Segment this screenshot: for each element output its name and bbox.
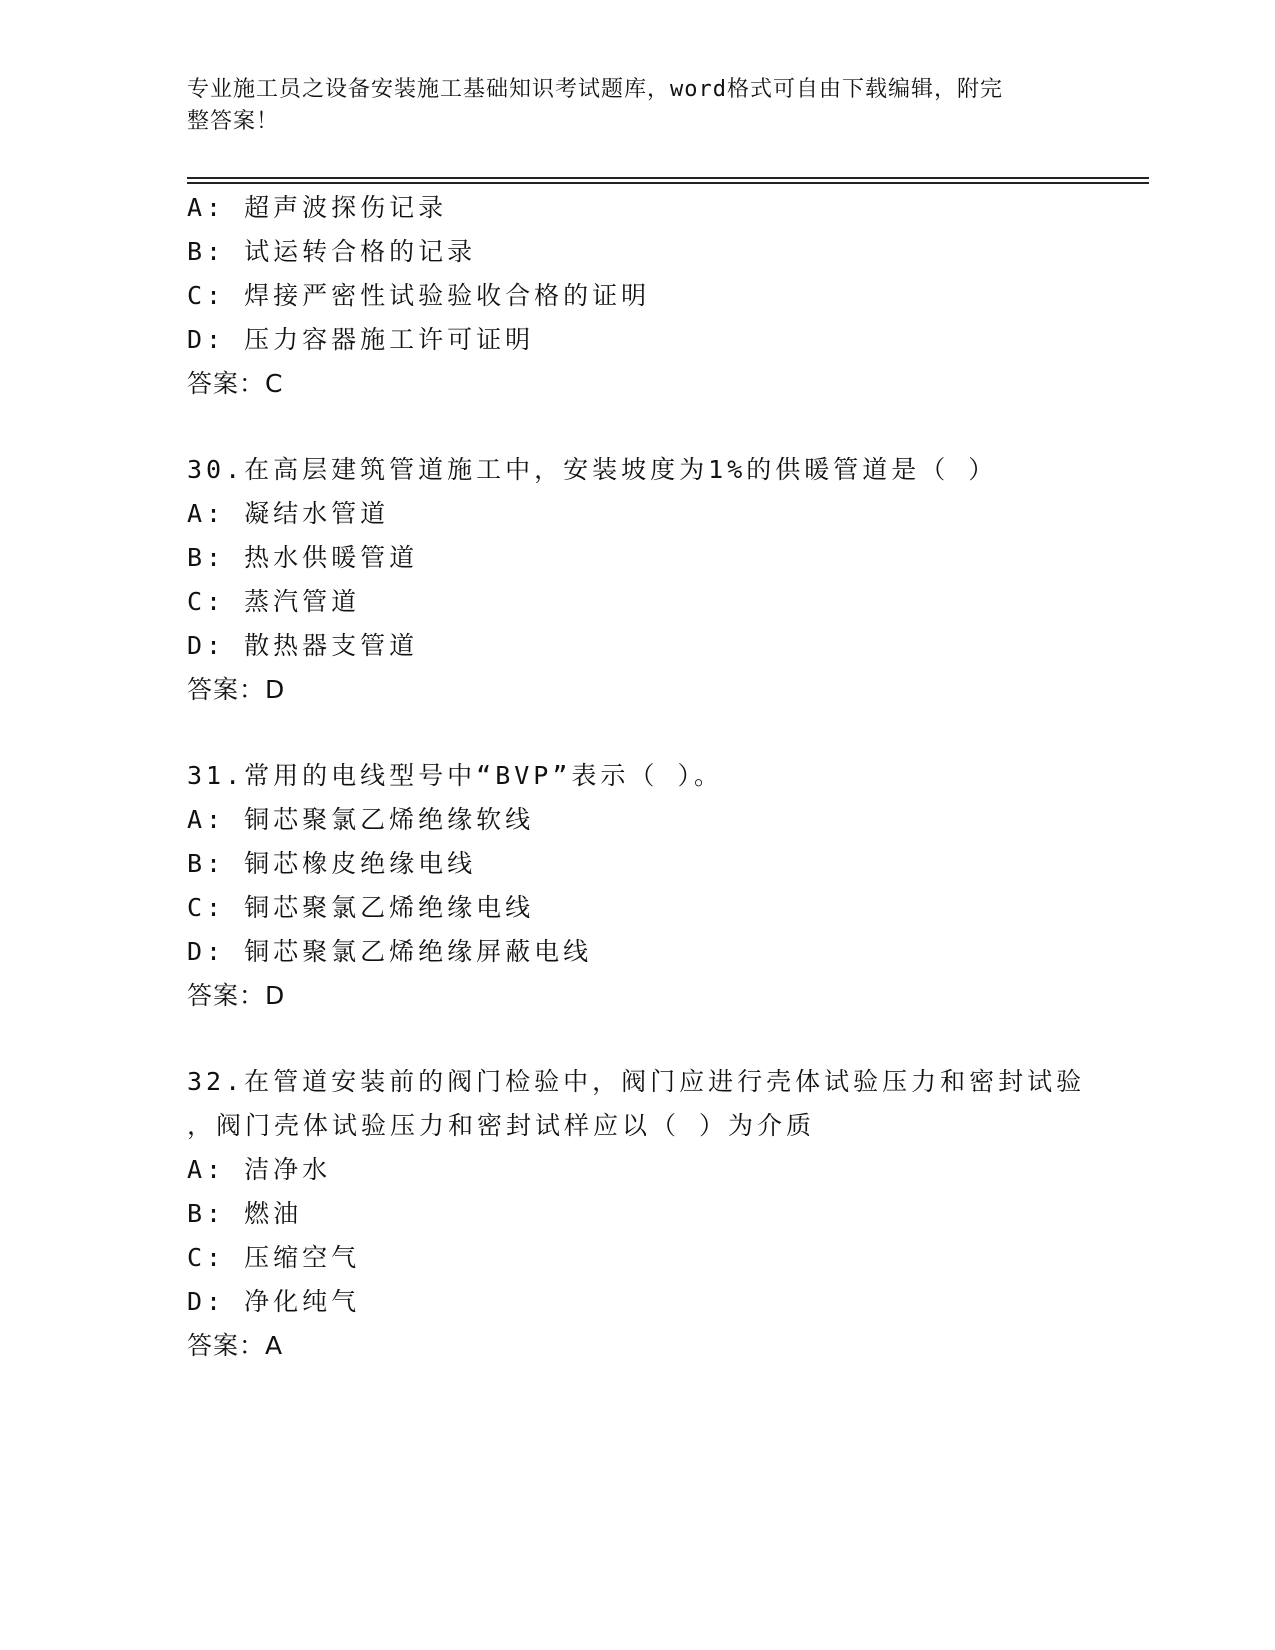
q29-option-c: C: 焊接严密性试验验收合格的证明 <box>187 281 651 310</box>
q30-option-b: B: 热水供暖管道 <box>187 543 419 572</box>
q30-option-d: D: 散热器支管道 <box>187 631 419 660</box>
q31-option-c: C: 铜芯聚氯乙烯绝缘电线 <box>187 893 535 922</box>
header-divider-bottom <box>187 182 1149 184</box>
header-line-2: 整答案！ <box>187 109 280 134</box>
q31-question: 31.常用的电线型号中“BVP”表示（ ）。 <box>187 761 723 790</box>
q31-answer: 答案：D <box>187 981 286 1010</box>
q31-option-a: A: 铜芯聚氯乙烯绝缘软线 <box>187 805 535 834</box>
q32-question-line-2: ，阀门壳体试验压力和密封试样应以（ ）为介质 <box>187 1111 816 1140</box>
q32-question-line-1: 32.在管道安装前的阀门检验中，阀门应进行壳体试验压力和密封试验 <box>187 1067 1086 1096</box>
q32-option-a: A: 洁净水 <box>187 1155 332 1184</box>
q29-option-a: A: 超声波探伤记录 <box>187 193 448 222</box>
q31-option-b: B: 铜芯橡皮绝缘电线 <box>187 849 477 878</box>
q29-option-b: B: 试运转合格的记录 <box>187 237 477 266</box>
q29-answer: 答案：C <box>187 369 284 398</box>
q32-option-c: C: 压缩空气 <box>187 1243 361 1272</box>
q31-option-d: D: 铜芯聚氯乙烯绝缘屏蔽电线 <box>187 937 593 966</box>
header-line-1: 专业施工员之设备安装施工基础知识考试题库，word格式可自由下载编辑，附完 <box>187 77 1003 102</box>
q30-answer: 答案：D <box>187 675 286 704</box>
q30-option-c: C: 蒸汽管道 <box>187 587 361 616</box>
document-header <box>187 74 1067 138</box>
header-divider-top <box>187 177 1149 179</box>
q30-question: 30.在高层建筑管道施工中，安装坡度为1%的供暖管道是（ ） <box>187 455 998 484</box>
q32-option-b: B: 燃油 <box>187 1199 303 1228</box>
q30-option-a: A: 凝结水管道 <box>187 499 390 528</box>
q29-option-d: D: 压力容器施工许可证明 <box>187 325 535 354</box>
q32-answer: 答案：A <box>187 1331 284 1360</box>
q32-option-d: D: 净化纯气 <box>187 1287 361 1316</box>
